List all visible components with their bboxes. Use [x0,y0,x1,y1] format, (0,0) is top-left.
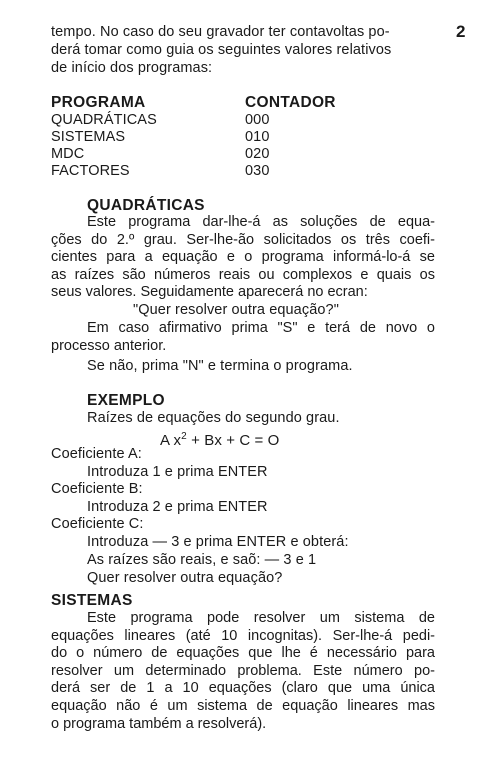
coefficient-a-label: Coeficiente A: [51,446,142,462]
result-line: As raízes são reais, e saõ: — 3 e 1 [87,552,317,568]
equation-exponent: 2 [181,431,187,442]
intro-line-3: de início dos programas: [51,60,213,76]
again-question: Quer resolver outra equação? [87,570,283,586]
intro-line-2: derá tomar como guia os seguintes valores relativos [51,42,392,58]
paragraph-line: seus valores. Seguidamente aparecerá no ecran: [51,284,368,301]
sistemas-paragraph [51,610,435,733]
table-row-program: SISTEMAS [51,129,126,145]
equation-a: A x [160,432,182,449]
paragraph-line: Este programa dar-lhe-á as soluções de equa- [87,214,435,230]
paragraph-line: do o número de equações que lhe é necessário para [51,645,435,662]
section-heading-exemplo: EXEMPLO [87,392,165,409]
quadraticas-paragraph-2 [51,320,435,355]
table-row-counter: 010 [245,129,270,145]
quadraticas-paragraph [51,214,435,302]
paragraph-line: Em caso afirmativo prima "S" e terá de novo o [87,320,435,336]
coefficient-c-label: Coeficiente C: [51,516,144,532]
table-row-counter: 020 [245,146,270,162]
paragraph-line: equações lineares (até 10 incognitas). Ser-lhe-á pedi- [51,627,435,644]
section-heading-quadraticas: QUADRÁTICAS [87,197,205,214]
table-row-program: FACTORES [51,163,130,179]
paragraph-line: resolver um determinado problema. Este número po- [51,662,435,679]
paragraph-line: as raízes são números reais ou complexos e quais os [51,266,435,283]
coefficient-b-label: Coeficiente B: [51,481,143,497]
table-row-counter: 030 [245,163,270,179]
table-row-program: MDC [51,146,85,162]
paragraph-line: Se não, prima "N" e termina o programa. [87,358,353,374]
table-row-counter: 000 [245,112,270,128]
exemplo-subtitle: Raízes de equações do segundo grau. [87,410,340,426]
coefficient-c-instruction: Introduza — 3 e prima ENTER e obterá: [87,534,349,550]
table-row-program: QUADRÁTICAS [51,112,157,128]
coefficient-b-instruction: Introduza 2 e prima ENTER [87,499,268,515]
paragraph-line: o programa também a resolverá). [51,715,267,732]
intro-line-1: tempo. No caso do seu gravador ter contavoltas po- [51,24,390,40]
coefficient-a-instruction: Introduza 1 e prima ENTER [87,464,268,480]
equation [160,428,279,449]
paragraph-line: ções do 2.º grau. Ser-lhe-ão solicitados os três coefi- [51,231,435,248]
equation-rest: + Bx + C = O [186,432,280,449]
paragraph-line: Este programa pode resolver um sistema de [87,610,435,626]
paragraph-line: derá ser de 1 a 10 equações (claro que uma única [51,680,435,697]
paragraph-line: processo anterior. [51,337,167,354]
paragraph-line: cientes para a equação e o programa informá-lo-á se [51,249,435,266]
table-header-program: PROGRAMA [51,94,146,111]
section-heading-sistemas: SISTEMAS [51,592,133,609]
paragraph-line: equação não é um sistema de equação lineares mas [51,697,435,714]
quoted-question: "Quer resolver outra equação?" [133,302,339,318]
table-header-counter: CONTADOR [245,94,336,111]
page-number: 2 [456,22,466,41]
